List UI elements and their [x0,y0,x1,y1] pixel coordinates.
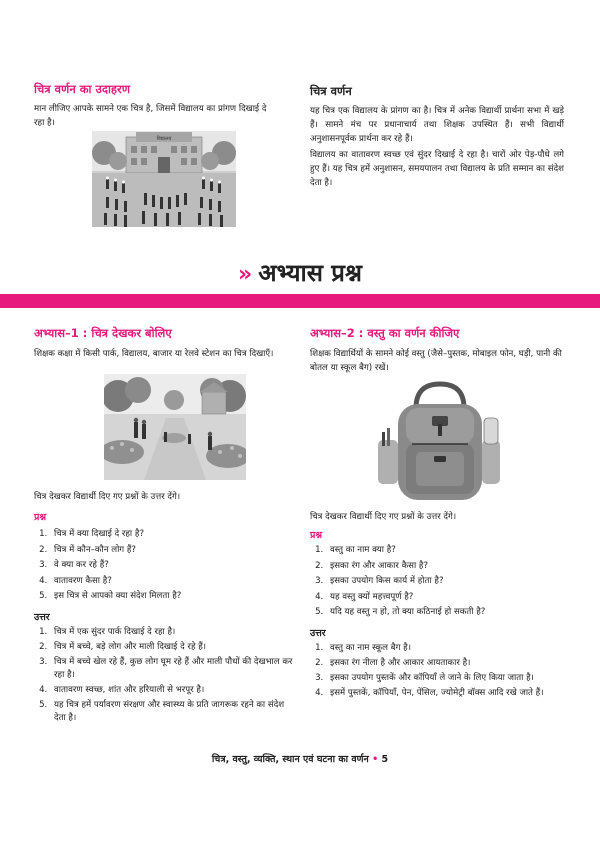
answer-item: 5. यह चित्र हमें पर्यावरण संरक्षण और स्वास्थ्य के प्रति जागरूक रहने का संदेश देता है। [50,699,296,725]
exercise-2-instruction: चित्र देखकर विद्यार्थी दिए गए प्रश्नों के उत्तर देंगे। [310,512,457,522]
question-item: 5. यदि यह वस्तु न हो, तो क्या कठिनाई हो सकती है? [326,605,566,621]
question-item: 1. वस्तु का नाम क्या है? [326,543,566,559]
answer-item: 2. चित्र में बच्चे, बड़े लोग और माली दिखाई दे रहे हैं। [50,641,296,654]
question-item: 3. इसका उपयोग किस कार्य में होता है? [326,574,566,590]
footer-bullet: • [372,754,379,765]
question-item: 3. वे क्या कर रहे हैं? [50,558,296,574]
answer-item: 4. वातावरण स्वच्छ, शांत और हरियाली से भरपूर है। [50,684,296,697]
answer-list [310,642,566,700]
section-title-text: अभ्यास प्रश्न [258,259,362,287]
question-item: 5. इस चित्र से आपको क्या संदेश मिलता है? [50,589,296,605]
question-list [34,527,296,605]
question-item: 4. यह वस्तु क्यों महत्त्वपूर्ण है? [326,590,566,606]
park-image [104,374,246,480]
exercise-1-answers [34,610,296,727]
section-divider-band [0,294,600,308]
exercise-2-intro: शिक्षक विद्यार्थियों के सामने कोई वस्तु (जैसे–पुस्तक, मोबाइल फोन, घड़ी, पानी की बोतल या स्कूल बैग) रखें। [310,349,562,373]
school-sign-text: विद्यालय [156,136,172,142]
exercise-1-heading: अभ्यास–1 : चित्र देखकर बोलिए [34,326,172,340]
description-text [310,104,564,190]
answer-item: 4. इसमें पुस्तकें, कॉपियाँ, पेन, पेंसिल, ज्योमेट्री बॉक्स आदि रखे जाते हैं। [326,687,566,700]
question-item: 2. चित्र में कौन–कौन लोग हैं? [50,543,296,559]
exercise-1 [34,326,296,361]
question-item: 4. वातावरण कैसा है? [50,574,296,590]
description-heading: चित्र वर्णन [310,84,352,98]
example-block [34,82,279,130]
school-bag-image [372,378,508,504]
exercise-2 [310,326,566,375]
answer-item: 2. इसका रंग नीला है और आकार आयताकार है। [326,657,566,670]
page-footer [0,752,600,765]
exercise-1-answer-label: उत्तर [34,612,50,623]
description-para-2: विद्यालय का वातावरण स्वच्छ एवं सुंदर दिखाई दे रहा है। चारों ओर पेड़-पौधे लगे हुए हैं। यह चित्र हमें अनुशासन, समयपालन तथा विद्यालय के प्रति सम्मान का संदेश देता है। [310,150,564,188]
answer-item: 1. वस्तु का नाम स्कूल बैग है। [326,642,566,655]
answer-item: 3. इसका उपयोग पुस्तकें और कॉपियाँ ले जाने के लिए किया जाता है। [326,672,566,685]
section-title [0,256,600,289]
footer-text: चित्र, वस्तु, व्यक्ति, स्थान एवं घटना का वर्णन [211,754,369,765]
question-item: 2. इसका रंग और आकार कैसा है? [326,559,566,575]
answer-list [34,626,296,725]
exercise-1-instruction: चित्र देखकर विद्यार्थी दिए गए प्रश्नों के उत्तर देंगे। [34,492,181,502]
answer-item: 3. चित्र में बच्चे खेल रहे हैं, कुछ लोग घूम रहे हैं और माली पौधों की देखभाल कर रहा है। [50,656,296,682]
question-item: 1. चित्र में क्या दिखाई दे रहा है? [50,527,296,543]
school-assembly-image [92,131,236,227]
exercise-2-questions [310,528,566,621]
example-heading: चित्र वर्णन का उदाहरण [34,82,131,96]
page-number: 5 [381,754,389,765]
example-text: मान लीजिए आपके सामने एक चित्र है, जिसमें विद्यालय का प्रांगण दिखाई दे रहा है। [34,104,267,128]
exercise-2-heading: अभ्यास–2 : वस्तु का वर्णन कीजिए [310,326,460,340]
description-block [310,84,564,192]
exercise-2-answers [310,626,566,702]
description-para-1: यह चित्र एक विद्यालय के प्रांगण का है। चित्र में अनेक विद्यार्थी प्रार्थना सभा में खड़े हैं। सामने मंच पर प्रधानाचार्य तथा शिक्षक उपस्थित हैं। सभी विद्यार्थी अनुशासनपूर्वक प्रार्थना कर रहे हैं। [310,106,564,144]
question-list [310,543,566,621]
exercise-1-questions [34,510,296,605]
exercise-1-intro: शिक्षक कक्षा में किसी पार्क, विद्यालय, बाजार या रेलवे स्टेशन का चित्र दिखाएँ। [34,349,274,359]
exercise-2-question-label: प्रश्न [310,530,323,541]
exercise-1-question-label: प्रश्न [34,512,47,523]
answer-item: 1. चित्र में एक सुंदर पार्क दिखाई दे रहा है। [50,626,296,639]
exercise-2-answer-label: उत्तर [310,628,326,639]
chevron-right-icon: » [238,262,253,287]
